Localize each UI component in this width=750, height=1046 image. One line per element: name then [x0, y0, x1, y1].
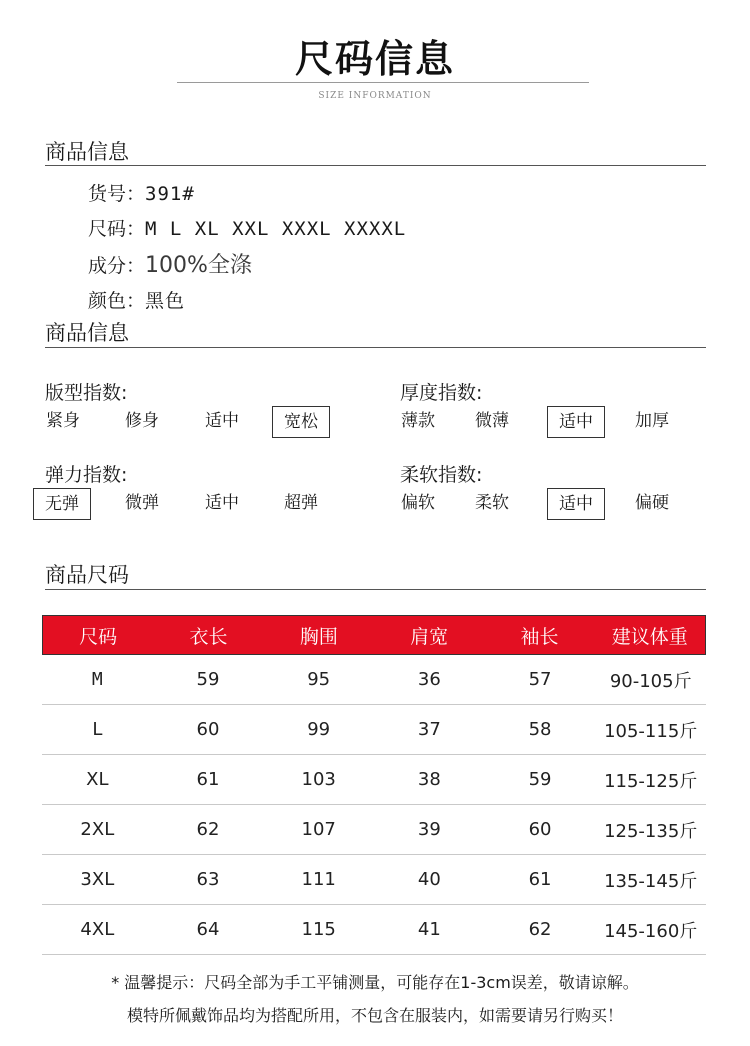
table-cell: 2XL: [80, 819, 115, 840]
table-cell: 90-105斤: [609, 670, 692, 692]
column-header-sleeve: 袖长: [520, 625, 559, 648]
table-cell: 115: [301, 919, 336, 940]
table-cell: 60: [528, 819, 552, 840]
table-cell: 37: [417, 719, 441, 740]
table-cell: 3XL: [80, 869, 115, 890]
table-cell: 58: [528, 719, 552, 740]
fit-option-tight: 紧身: [46, 411, 80, 431]
table-cell: 64: [196, 919, 220, 940]
title-divider: [177, 82, 589, 83]
table-cell: 135-145斤: [604, 870, 698, 892]
page-title: 尺码信息: [294, 37, 455, 81]
accessory-note: 模特所佩戴饰品均为搭配所用，不包含在服装内，如需要请另行购买！: [126, 1006, 623, 1025]
table-row: [42, 805, 706, 855]
thickness-index-label: 厚度指数:: [400, 382, 483, 404]
column-header-size: 尺码: [79, 625, 118, 648]
thickness-option-thin: 薄款: [401, 411, 435, 431]
table-cell: 40: [417, 869, 441, 890]
table-cell: 36: [417, 669, 441, 690]
table-cell: 38: [417, 769, 441, 790]
table-cell: 115-125斤: [604, 770, 698, 792]
table-cell: 59: [528, 769, 552, 790]
column-header-weight: 建议体重: [611, 625, 688, 648]
page-subtitle: SIZE INFORMATION: [318, 91, 432, 101]
column-header-length: 衣长: [189, 625, 228, 648]
table-cell: L: [92, 719, 103, 740]
composition-line: [88, 248, 252, 279]
color-value: 黑色: [145, 290, 186, 312]
table-cell: 105-115斤: [604, 720, 698, 742]
softness-option-soft: 柔软: [475, 493, 509, 513]
softness-option-regular-selected: 适中: [547, 488, 605, 520]
table-cell: 125-135斤: [604, 820, 698, 842]
elasticity-option-regular: 适中: [205, 493, 239, 513]
softness-option-slightly-soft: 偏软: [401, 493, 435, 513]
table-cell: 60: [196, 719, 220, 740]
thickness-option-thick: 加厚: [635, 411, 669, 431]
table-cell: 111: [301, 869, 336, 890]
table-row: [42, 905, 706, 955]
item-number-value: 391#: [145, 183, 195, 205]
softness-index-options: [0, 488, 750, 520]
thickness-index-options: [0, 406, 750, 438]
sizes-line: [88, 214, 406, 241]
table-cell: 57: [528, 669, 552, 690]
indices-heading: 商品信息: [45, 321, 129, 345]
fit-option-regular: 适中: [205, 411, 239, 431]
table-cell: 39: [417, 819, 441, 840]
indices-divider: [45, 347, 706, 348]
elasticity-option-none-selected: 无弹: [33, 488, 91, 520]
size-table: [42, 615, 706, 955]
fit-index-label: 版型指数:: [45, 382, 128, 404]
softness-index-label: 柔软指数:: [400, 464, 483, 486]
table-cell: M: [91, 669, 103, 690]
column-header-chest: 胸围: [299, 625, 338, 648]
table-row: [42, 855, 706, 905]
table-row: [42, 705, 706, 755]
table-cell: 61: [196, 769, 220, 790]
table-cell: 62: [528, 919, 552, 940]
item-number-label: 货号：: [88, 183, 146, 205]
sizes-label: 尺码：: [88, 218, 146, 240]
fit-option-loose-selected: 宽松: [272, 406, 330, 438]
column-header-shoulder: 肩宽: [410, 625, 449, 648]
table-cell: 61: [528, 869, 552, 890]
table-cell: 99: [307, 719, 331, 740]
table-cell: 145-160斤: [604, 920, 698, 942]
elasticity-index-label: 弹力指数:: [45, 464, 128, 486]
table-cell: 62: [196, 819, 220, 840]
sizes-value: M L XL XXL XXXL XXXXL: [145, 218, 407, 240]
product-info-divider: [45, 165, 706, 166]
table-row: [42, 755, 706, 805]
table-cell: 4XL: [80, 919, 115, 940]
table-cell: 103: [301, 769, 336, 790]
table-row: [42, 655, 706, 705]
table-cell: 41: [417, 919, 441, 940]
product-info-heading: 商品信息: [45, 140, 129, 164]
thickness-option-slightly-thin: 微薄: [475, 411, 509, 431]
measurement-note: * 温馨提示：尺码全部为手工平铺测量，可能存在1-3cm误差，敬请谅解。: [111, 973, 639, 992]
color-line: [88, 286, 185, 313]
fit-option-slim: 修身: [125, 411, 159, 431]
composition-value: 100%全涤: [145, 253, 252, 278]
item-number-line: [88, 179, 195, 206]
table-cell: 107: [301, 819, 336, 840]
elasticity-option-high: 超弹: [284, 493, 318, 513]
composition-label: 成分：: [88, 255, 146, 277]
elasticity-option-slight: 微弹: [125, 493, 159, 513]
size-table-header: [42, 615, 706, 655]
table-cell: 95: [307, 669, 331, 690]
size-table-heading: 商品尺码: [45, 563, 129, 587]
color-label: 颜色：: [88, 290, 146, 312]
size-table-divider: [45, 589, 706, 590]
table-cell: XL: [86, 769, 109, 790]
table-cell: 63: [196, 869, 220, 890]
table-cell: 59: [196, 669, 220, 690]
softness-option-firm: 偏硬: [635, 493, 669, 513]
thickness-option-regular-selected: 适中: [547, 406, 605, 438]
